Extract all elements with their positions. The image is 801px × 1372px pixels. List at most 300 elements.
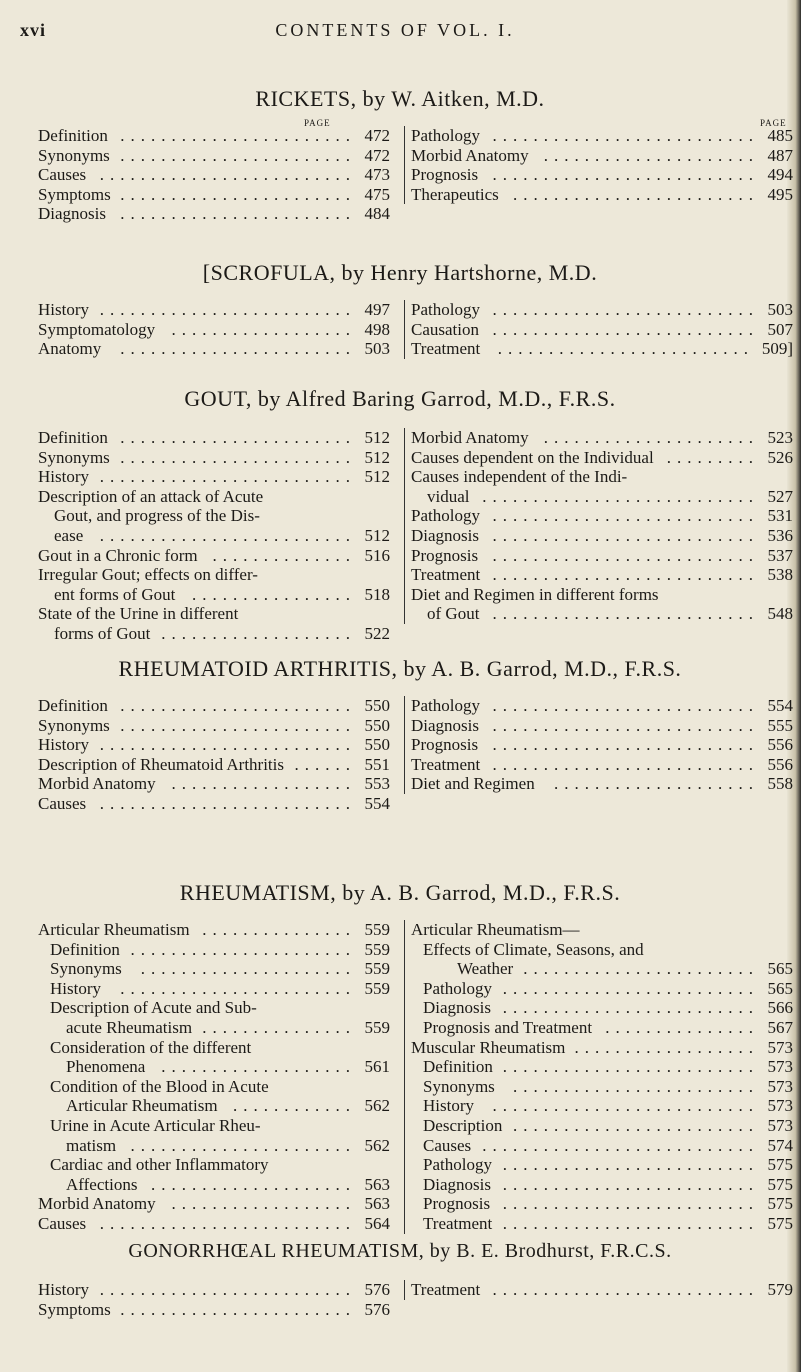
dot-leader: .........................: [502, 1155, 759, 1175]
dot-leader: .........................: [502, 1174, 759, 1194]
entry-page-number: 485: [767, 126, 793, 145]
entry-page-number: 551: [364, 754, 390, 774]
running-header: [0, 14, 790, 44]
entry-page-number: 527: [767, 486, 793, 506]
entry-page-number: 575: [767, 1194, 793, 1214]
entry-label: Definition: [38, 428, 108, 447]
contents-entry: [38, 940, 394, 960]
contents-entry: [38, 448, 394, 468]
dot-leader: ....................: [554, 774, 759, 794]
dot-leader: ..............: [212, 545, 356, 565]
entry-label: Causes: [38, 165, 87, 185]
entry-page-number: 575: [767, 1174, 793, 1194]
left-column: [38, 1280, 394, 1319]
entry-page-number: 536: [767, 525, 793, 545]
entry-page-number: 473: [364, 165, 390, 185]
contents-entry: [411, 1116, 797, 1136]
entry-page-number: 531: [767, 506, 793, 526]
contents-entry: [38, 487, 394, 507]
section-title: GOUT, by Alfred Baring Garrod, M.D., F.R.S.: [184, 386, 616, 411]
contents-entry: [38, 1077, 394, 1097]
dot-leader: ...........................: [482, 1135, 759, 1155]
running-title: CONTENTS OF VOL. I.: [275, 20, 515, 40]
dot-leader: .......................: [120, 184, 356, 204]
contents-entry: [411, 448, 797, 468]
entry-label: Therapeutics: [411, 184, 499, 204]
entry-page-number: 548: [767, 604, 793, 624]
dot-leader: .........................: [99, 1213, 356, 1233]
entry-page-number: 564: [364, 1213, 390, 1233]
contents-entry: [38, 979, 394, 999]
entry-page-number: 573: [767, 1115, 793, 1135]
dot-leader: .......................: [120, 1299, 356, 1319]
entry-label: Diet and Regimen: [411, 774, 535, 794]
entry-label: Prognosis and Treatment: [423, 1017, 593, 1037]
entry-label: Description: [423, 1115, 503, 1135]
dot-leader: ...............: [605, 1017, 759, 1037]
dot-leader: .......................: [120, 978, 356, 998]
dot-leader: .........................: [99, 525, 356, 545]
dot-leader: .........: [666, 447, 759, 467]
contents-entry: [411, 585, 797, 605]
contents-entry: [411, 696, 797, 716]
section-title: RICKETS, by W. Aitken, M.D.: [255, 86, 545, 111]
entry-label: Morbid Anatomy: [411, 428, 529, 447]
contents-entry: [411, 940, 797, 960]
dot-leader: .........................: [99, 735, 356, 755]
contents-entry: [411, 1057, 797, 1077]
entry-page-number: 526: [767, 447, 793, 467]
entry-label: Synonyms: [38, 715, 110, 735]
entry-page-number: 512: [364, 447, 390, 467]
contents-entry: [411, 320, 797, 340]
entry-label: State of the Urine in different: [38, 604, 239, 624]
entry-label: acute Rheumatism: [66, 1017, 193, 1037]
dot-leader: ..................: [574, 1037, 759, 1057]
dot-leader: .........................: [99, 1280, 356, 1299]
entry-label: ent forms of Gout: [54, 584, 176, 604]
entry-label: Diet and Regimen in different forms: [411, 584, 659, 604]
dot-leader: ...........................: [482, 486, 759, 506]
entry-page-number: 554: [767, 696, 793, 715]
contents-entry: [411, 920, 797, 940]
entry-label: History: [38, 735, 89, 755]
contents-entry: [38, 320, 394, 340]
entry-label: Pathology: [423, 978, 492, 998]
entry-label: Causes: [423, 1135, 472, 1155]
contents-entry: [411, 1280, 797, 1300]
entry-label: Anatomy: [38, 339, 102, 359]
contents-entry: [38, 126, 394, 146]
entry-label: Pathology: [411, 126, 480, 145]
entry-label: Prognosis: [411, 545, 479, 565]
dot-leader: .......................: [120, 696, 356, 715]
entry-label: Definition: [38, 126, 108, 145]
entry-label: Treatment: [423, 1213, 493, 1233]
entry-label: Cardiac and other Inflammatory: [50, 1155, 269, 1175]
entry-page-number: 561: [364, 1057, 390, 1077]
dot-leader: ..................: [171, 319, 356, 339]
dot-leader: ..........................: [492, 545, 759, 565]
entry-page-number: 566: [767, 998, 793, 1018]
contents-entry: [411, 185, 797, 205]
dot-leader: ........................: [513, 1076, 759, 1096]
entry-label: ease: [54, 525, 84, 545]
entry-page-number: 565: [767, 978, 793, 998]
right-column: [404, 428, 797, 624]
dot-leader: ..........................: [492, 696, 759, 715]
entry-page-number: 556: [767, 735, 793, 755]
entry-label: History: [38, 467, 89, 487]
left-column: [38, 696, 394, 814]
contents-entry: [38, 998, 394, 1018]
contents-entry: [411, 1175, 797, 1195]
entry-page-number: 550: [364, 696, 390, 715]
contents-entry: [38, 755, 394, 775]
dot-leader: .........................: [99, 467, 356, 487]
contents-entry: [38, 1194, 394, 1214]
dot-leader: ................: [192, 584, 356, 604]
entry-label: Articular Rheumatism: [38, 920, 190, 939]
right-column: [404, 1280, 797, 1300]
entry-label: Symptomatology: [38, 319, 156, 339]
contents-entry: [411, 126, 797, 146]
contents-entry: [38, 546, 394, 566]
entry-page-number: 559: [364, 939, 390, 959]
entry-page-number: 575: [767, 1213, 793, 1233]
entry-page-number: 522: [364, 623, 390, 643]
entry-page-number: 554: [364, 793, 390, 813]
contents-entry: [38, 1214, 394, 1234]
dot-leader: .........................: [502, 1213, 759, 1233]
entry-page-number: 538: [767, 565, 793, 585]
dot-leader: .........................: [502, 998, 759, 1018]
contents-entry: [38, 339, 394, 359]
contents-entry: [411, 959, 797, 979]
contents-entry: [411, 1214, 797, 1234]
entry-page-number: 573: [767, 1076, 793, 1096]
dot-leader: .......................: [120, 204, 356, 224]
contents-entry: [38, 1038, 394, 1058]
dot-leader: .......................: [120, 145, 356, 165]
entry-page-number: 512: [364, 467, 390, 487]
entry-label: of Gout: [427, 604, 480, 624]
dot-leader: .........................: [502, 1057, 759, 1077]
entry-label: Urine in Acute Articular Rheu-: [50, 1115, 261, 1135]
entry-label: Symptoms: [38, 184, 111, 204]
entry-label: History: [50, 978, 101, 998]
dot-leader: .........................: [502, 1194, 759, 1214]
contents-entry: [38, 565, 394, 585]
right-column: [404, 920, 797, 1234]
entry-label: Treatment: [411, 754, 481, 774]
contents-entry: [38, 467, 394, 487]
entry-label: Causes: [38, 1213, 87, 1233]
contents-entry: [38, 185, 394, 205]
entry-label: Description of an attack of Acute: [38, 486, 264, 506]
entry-page-number: 573: [767, 1037, 793, 1057]
contents-entry: [38, 774, 394, 794]
contents-entry: [38, 585, 394, 605]
entry-label: History: [423, 1096, 474, 1116]
entry-label: History: [38, 1280, 89, 1299]
dot-leader: ..........................: [492, 1096, 759, 1116]
entry-label: Diagnosis: [38, 204, 106, 224]
entry-page-number: 567: [767, 1017, 793, 1037]
contents-entry: [411, 774, 797, 794]
contents-entry: [38, 1096, 394, 1116]
dot-leader: .........................: [99, 793, 356, 813]
entry-page-number: 537: [767, 545, 793, 565]
contents-entry: [411, 428, 797, 448]
entry-label: Pathology: [411, 300, 480, 319]
entry-page-number: 559: [364, 920, 390, 939]
dot-leader: .......................: [120, 339, 356, 359]
entry-label: Prognosis: [411, 165, 479, 185]
entry-label: Effects of Climate, Seasons, and: [423, 939, 644, 959]
entry-page-number: 512: [364, 428, 390, 447]
dot-leader: .......................: [120, 715, 356, 735]
dot-leader: .....................: [543, 428, 759, 447]
entry-label: Consideration of the different: [50, 1037, 252, 1057]
entry-label: forms of Gout: [54, 623, 151, 643]
dot-leader: ..........................: [492, 735, 759, 755]
entry-label: Diagnosis: [411, 525, 479, 545]
entry-page-number: 550: [364, 735, 390, 755]
entry-page-number: 503: [767, 300, 793, 319]
entry-label: Pathology: [411, 506, 480, 526]
entry-page-number: 563: [364, 1194, 390, 1214]
left-column: [38, 126, 394, 224]
contents-entry: [38, 920, 394, 940]
left-column: [38, 300, 394, 359]
contents-entry: [411, 487, 797, 507]
dot-leader: ........................: [513, 1115, 759, 1135]
contents-entry: [411, 1096, 797, 1116]
entry-label: matism: [66, 1135, 117, 1155]
dot-leader: .........................: [497, 339, 754, 359]
entry-page-number: 559: [364, 978, 390, 998]
dot-leader: ...............: [202, 920, 356, 939]
entry-page-number: 472: [364, 126, 390, 145]
left-column: [38, 428, 394, 644]
page-column-heading: PAGE: [304, 118, 331, 128]
entry-label: Morbid Anatomy: [38, 774, 156, 794]
entry-label: Irregular Gout; effects on differ-: [38, 565, 258, 585]
entry-label: Morbid Anatomy: [38, 1194, 156, 1214]
page-column-heading: PAGE: [760, 118, 787, 128]
dot-leader: .........................: [99, 300, 356, 319]
entry-page-number: 518: [364, 584, 390, 604]
dot-leader: ......................: [130, 1135, 356, 1155]
entry-page-number: 559: [364, 959, 390, 979]
contents-entry: [411, 146, 797, 166]
contents-entry: [38, 1136, 394, 1156]
entry-page-number: 562: [364, 1096, 390, 1116]
contents-entry: [38, 1175, 394, 1195]
entry-page-number: 475: [364, 184, 390, 204]
dot-leader: ..........................: [492, 126, 759, 145]
entry-label: vidual: [427, 486, 470, 506]
dot-leader: .......................: [120, 126, 356, 145]
entry-page-number: 507: [767, 319, 793, 339]
entry-label: Muscular Rheumatism: [411, 1037, 566, 1057]
dot-leader: ..........................: [492, 506, 759, 526]
contents-entry: [38, 146, 394, 166]
dot-leader: ............: [233, 1096, 356, 1116]
contents-entry: [38, 165, 394, 185]
entry-label: Diagnosis: [411, 715, 479, 735]
contents-entry: [38, 1018, 394, 1038]
contents-entry: [38, 696, 394, 716]
dot-leader: .....................: [140, 959, 356, 979]
contents-entry: [411, 1155, 797, 1175]
entry-label: Gout, and progress of the Dis-: [54, 506, 260, 526]
entry-label: Synonyms: [50, 959, 122, 979]
entry-label: Prognosis: [411, 735, 479, 755]
contents-entry: [38, 735, 394, 755]
entry-label: Treatment: [411, 1280, 481, 1299]
entry-label: Weather: [457, 959, 514, 979]
right-column: [404, 300, 797, 359]
entry-label: Description of Acute and Sub-: [50, 998, 257, 1018]
dot-leader: ..........................: [492, 604, 759, 624]
contents-entry: [38, 1155, 394, 1175]
entry-label: Diagnosis: [423, 998, 491, 1018]
contents-entry: [411, 1136, 797, 1156]
entry-label: Definition: [50, 939, 120, 959]
contents-entry: [38, 428, 394, 448]
dot-leader: ..........................: [492, 525, 759, 545]
contents-entry: [38, 204, 394, 224]
entry-label: Phenomena: [66, 1057, 146, 1077]
dot-leader: .........................: [502, 978, 759, 998]
right-column: [404, 126, 797, 204]
entry-page-number: 555: [767, 715, 793, 735]
entry-label: Affections: [66, 1174, 138, 1194]
dot-leader: ..........................: [492, 715, 759, 735]
entry-label: Definition: [38, 696, 108, 715]
entry-page-number: 565: [767, 959, 793, 979]
entry-page-number: 472: [364, 145, 390, 165]
contents-entry: [411, 1038, 797, 1058]
contents-entry: [411, 165, 797, 185]
entry-label: Synonyms: [38, 447, 110, 467]
entry-page-number: 576: [364, 1280, 390, 1299]
dot-leader: ....................: [151, 1174, 356, 1194]
contents-entry: [411, 979, 797, 999]
contents-entry: [411, 546, 797, 566]
entry-page-number: 550: [364, 715, 390, 735]
contents-entry: [411, 300, 797, 320]
entry-label: Symptoms: [38, 1299, 111, 1319]
entry-label: Articular Rheumatism—: [411, 920, 580, 939]
dot-leader: ..........................: [492, 1280, 759, 1299]
dot-leader: ...................: [161, 1057, 356, 1077]
section-title: GONORRHŒAL RHEUMATISM, by B. E. Brodhurst, F.R.C.S.: [128, 1240, 672, 1262]
contents-entry: [38, 624, 394, 644]
dot-leader: .........................: [99, 165, 356, 185]
entry-label: Synonyms: [423, 1076, 495, 1096]
dot-leader: ...................: [161, 623, 356, 643]
contents-entry: [411, 755, 797, 775]
entry-page-number: 516: [364, 545, 390, 565]
contents-entry: [411, 1194, 797, 1214]
contents-entry: [38, 526, 394, 546]
dot-leader: ..................: [171, 774, 356, 794]
entry-page-number: 487: [767, 145, 793, 165]
contents-entry: [411, 506, 797, 526]
contents-entry: [411, 339, 797, 359]
contents-entry: [38, 604, 394, 624]
entry-page-number: 559: [364, 1017, 390, 1037]
entry-page-number: 576: [364, 1299, 390, 1319]
contents-entry: [411, 467, 797, 487]
entry-page-number: 484: [364, 204, 390, 224]
contents-entry: [38, 300, 394, 320]
contents-entry: [38, 1300, 394, 1320]
contents-entry: [411, 565, 797, 585]
contents-entry: [411, 604, 797, 624]
contents-entry: [411, 526, 797, 546]
page-number: xvi: [20, 20, 47, 40]
entry-page-number: 497: [364, 300, 390, 319]
contents-entry: [38, 1280, 394, 1300]
entry-label: Definition: [423, 1057, 493, 1077]
entry-page-number: 509]: [761, 339, 793, 359]
entry-label: Diagnosis: [423, 1174, 491, 1194]
entry-label: History: [38, 300, 89, 319]
entry-label: Pathology: [423, 1155, 492, 1175]
contents-entry: [411, 716, 797, 736]
contents-entry: [411, 1077, 797, 1097]
left-column: [38, 920, 394, 1234]
entry-page-number: 553: [364, 774, 390, 794]
entry-label: Causes dependent on the Individual: [411, 447, 654, 467]
dot-leader: ........................: [513, 184, 759, 204]
entry-label: Synonyms: [38, 145, 110, 165]
contents-entry: [411, 998, 797, 1018]
entry-page-number: 494: [767, 165, 793, 185]
entry-page-number: 575: [767, 1155, 793, 1175]
dot-leader: ..........................: [492, 565, 759, 585]
dot-leader: ..................: [171, 1194, 356, 1214]
contents-entry: [411, 735, 797, 755]
entry-page-number: 556: [767, 754, 793, 774]
entry-label: Prognosis: [423, 1194, 491, 1214]
contents-entry: [38, 959, 394, 979]
entry-page-number: 495: [767, 184, 793, 204]
entry-label: Causes independent of the Indi-: [411, 467, 628, 487]
entry-page-number: 503: [364, 339, 390, 359]
entry-page-number: 573: [767, 1096, 793, 1116]
section-title: [SCROFULA, by Henry Hartshorne, M.D.: [202, 260, 598, 285]
entry-page-number: 523: [767, 428, 793, 447]
contents-entry: [411, 1018, 797, 1038]
entry-page-number: 498: [364, 319, 390, 339]
entry-label: Articular Rheumatism: [66, 1096, 218, 1116]
dot-leader: .......................: [120, 428, 356, 447]
entry-label: Condition of the Blood in Acute: [50, 1076, 269, 1096]
dot-leader: ..........................: [492, 165, 759, 185]
dot-leader: ..........................: [492, 300, 759, 319]
contents-entry: [38, 506, 394, 526]
right-column: [404, 696, 797, 794]
section-title: RHEUMATISM, by A. B. Garrod, M.D., F.R.S.: [179, 880, 621, 905]
entry-page-number: 512: [364, 525, 390, 545]
dot-leader: ..........................: [492, 754, 759, 774]
entry-label: Treatment: [411, 339, 481, 359]
